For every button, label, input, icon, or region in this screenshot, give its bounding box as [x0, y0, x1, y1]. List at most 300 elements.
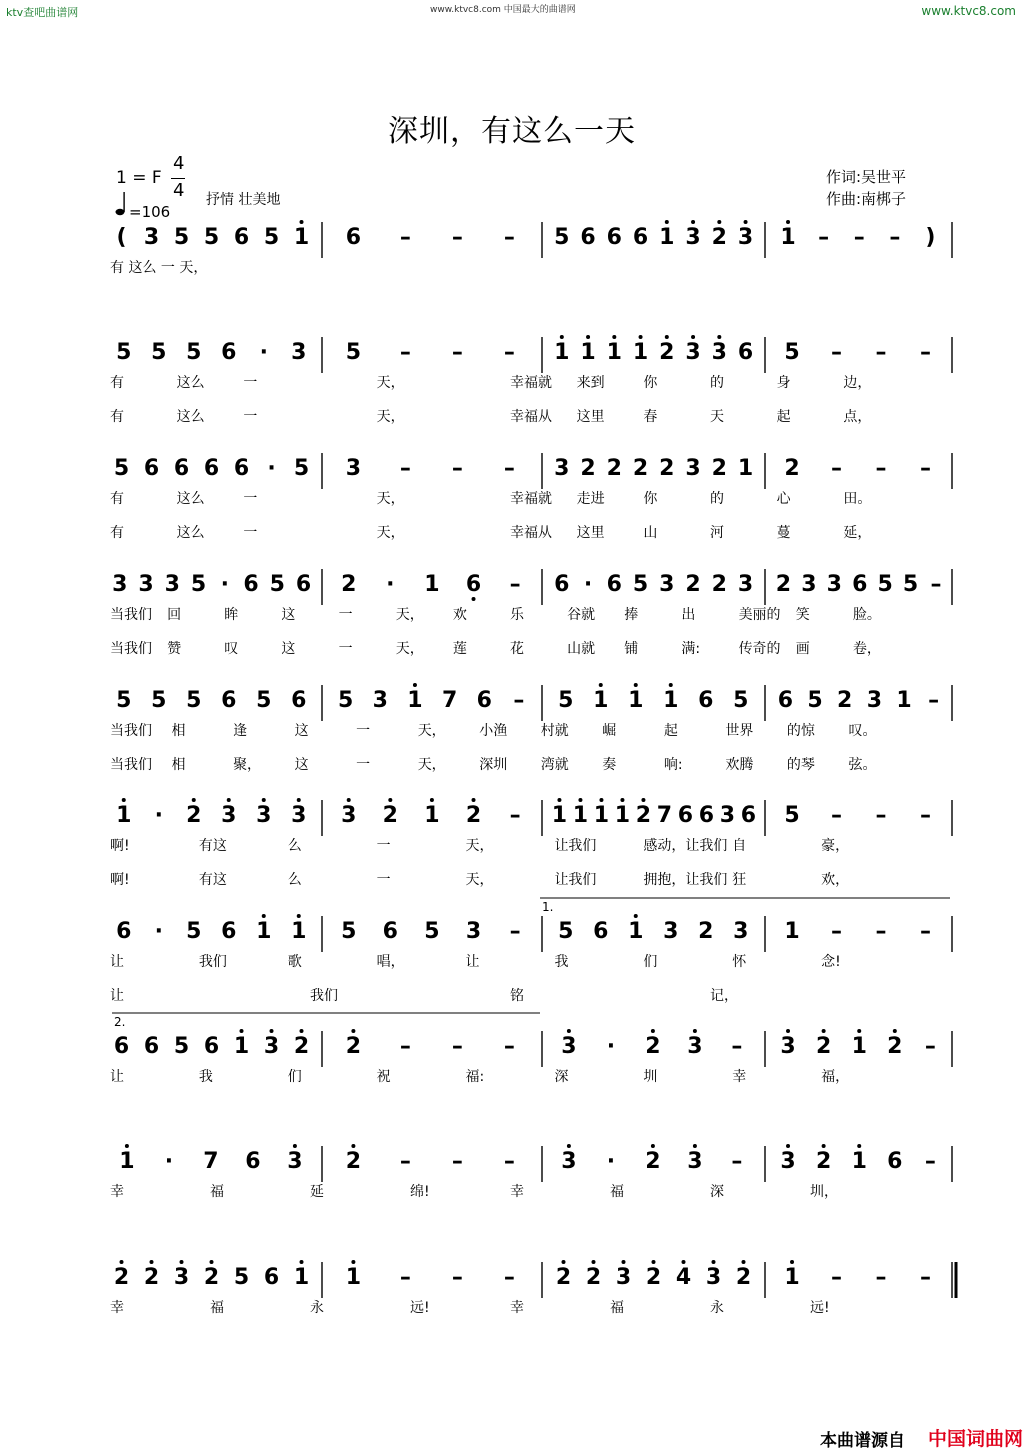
jianpu-note: · — [154, 919, 163, 944]
lyric-syllable: 乐 — [510, 607, 524, 623]
jianpu-note: – — [503, 340, 515, 365]
lyric-syllable: 田。 — [843, 491, 872, 507]
jianpu-note: 6 — [143, 456, 160, 481]
lyric-syllable: 当我们 — [110, 641, 152, 657]
jianpu-note: 6 — [740, 803, 757, 828]
jianpu-note: 3 — [705, 1265, 722, 1290]
watermark-right: www.ktvc8.com — [921, 4, 1016, 18]
jianpu-note: 6 — [295, 572, 312, 597]
octave-dot-high — [270, 1029, 274, 1033]
jianpu-note: – — [509, 919, 521, 944]
jianpu-note: 3 — [866, 688, 883, 713]
lyric-syllable: 卷， — [852, 641, 881, 657]
jianpu-note: 6 — [737, 340, 754, 365]
jianpu-note: 2 — [555, 1265, 572, 1290]
lyric-syllable: 念! — [821, 954, 841, 970]
lyric-syllable: 歌 — [287, 954, 302, 970]
lyric-syllable: 幸福从 — [510, 525, 552, 541]
composer-credit: 作曲:南梆子 — [826, 190, 907, 208]
lyric-syllable: 欢腾 — [725, 757, 754, 773]
lyric-syllable: 一 — [243, 375, 258, 391]
lyric-syllable: 小渔 — [479, 723, 508, 739]
jianpu-note: · — [220, 572, 229, 597]
jianpu-note: 4 — [675, 1265, 692, 1290]
octave-dot-high — [125, 1144, 129, 1148]
lyric-syllable: 你 — [643, 375, 658, 391]
octave-dot-high — [822, 1029, 826, 1033]
lyric-syllable: 幸福就 — [510, 491, 552, 507]
octave-dot-high — [893, 1029, 897, 1033]
lyric-syllable: 祝 — [376, 1069, 391, 1085]
lyric-syllable: 美丽的 — [738, 607, 781, 623]
jianpu-note: 2 — [632, 456, 649, 481]
lyric-syllable: 狂 — [732, 872, 747, 888]
lyric-syllable: 福 — [610, 1184, 624, 1200]
jianpu-note: – — [875, 340, 887, 365]
octave-dot-high — [693, 1144, 697, 1148]
jianpu-note: 6 — [173, 456, 190, 481]
octave-dot-high — [192, 798, 196, 802]
watermark-middle: www.ktvc8.com 中国最大的曲谱网 — [430, 5, 576, 15]
jianpu-note: 1 — [784, 1265, 800, 1290]
lyric-syllable: 圳， — [810, 1184, 838, 1200]
lyric-syllable: 远! — [410, 1300, 430, 1316]
volta-number: 2. — [114, 1015, 126, 1029]
jianpu-note: ) — [925, 225, 936, 250]
jianpu-note: 1 — [606, 340, 622, 365]
jianpu-note: 5 — [345, 340, 362, 365]
jianpu-note: 1 — [554, 340, 570, 365]
octave-dot-high — [122, 798, 126, 802]
jianpu-note: 3 — [112, 572, 128, 597]
lyric-line: 有 这么 一 天， — [110, 260, 208, 276]
lyric-syllable: 幸 — [510, 1184, 524, 1200]
jianpu-note: 1 — [663, 688, 679, 713]
lyric-syllable: 天， — [417, 723, 446, 739]
jianpu-note: 1 — [116, 803, 132, 828]
jianpu-note: 1 — [580, 340, 596, 365]
jianpu-note: – — [831, 803, 843, 828]
jianpu-note: 5 — [151, 688, 167, 713]
jianpu-note: 1 — [593, 803, 610, 828]
jianpu-note: 5 — [186, 688, 202, 713]
jianpu-note: 2 — [382, 803, 398, 828]
lyric-syllable: 有 — [110, 525, 124, 541]
lyric-syllable: 当我们 — [110, 757, 152, 773]
jianpu-note: 3 — [291, 340, 307, 365]
jianpu-note: 2 — [585, 1265, 602, 1290]
jianpu-note: – — [503, 456, 515, 481]
lyric-syllable: 这 — [281, 641, 296, 657]
lyric-syllable: 回 — [167, 607, 182, 623]
lyric-syllable: 这么 — [176, 409, 205, 425]
lyric-syllable: 笑 — [795, 607, 810, 623]
lyric-syllable: 村就 — [540, 723, 569, 739]
lyric-syllable: 福 — [210, 1300, 224, 1316]
lyric-syllable: 心 — [776, 491, 791, 507]
lyric-syllable: 天， — [417, 757, 446, 773]
lyric-syllable: 湾就 — [540, 757, 569, 773]
octave-dot-high — [388, 798, 392, 802]
jianpu-note: 3 — [465, 919, 482, 944]
jianpu-note: 3 — [687, 1034, 703, 1059]
octave-dot-high — [300, 1029, 304, 1033]
octave-dot-high — [297, 914, 301, 918]
octave-dot-high — [557, 798, 561, 802]
octave-dot-high — [592, 1260, 596, 1264]
volta-number: 1. — [542, 900, 554, 914]
jianpu-note: 2 — [606, 456, 622, 481]
jianpu-note: 6 — [113, 1034, 130, 1059]
octave-dot-high — [641, 798, 645, 802]
jianpu-note: 3 — [287, 1149, 303, 1174]
tempo-marking: =106 — [129, 203, 171, 221]
lyric-syllable: 远! — [810, 1300, 830, 1316]
jianpu-note: 5 — [554, 225, 570, 250]
lyric-syllable: 一 — [356, 757, 371, 773]
jianpu-note: 6 — [606, 572, 622, 597]
octave-dot-high — [669, 683, 673, 687]
lyric-syllable: 这 — [294, 723, 309, 739]
jianpu-note: – — [831, 340, 843, 365]
lyric-syllable: 奏 — [602, 757, 617, 773]
jianpu-note: 2 — [659, 456, 675, 481]
jianpu-note: 3 — [780, 1034, 796, 1059]
jianpu-note: 3 — [659, 572, 675, 597]
lyric-syllable: 我们 — [310, 988, 338, 1004]
jianpu-note: 3 — [780, 1149, 796, 1174]
octave-dot-high — [717, 335, 721, 339]
jianpu-note: 6 — [887, 1149, 903, 1174]
lyric-syllable: 满: — [681, 641, 701, 657]
lyric-syllable: 天， — [376, 491, 405, 507]
lyric-syllable: 铺 — [624, 641, 639, 657]
jianpu-note: – — [831, 456, 843, 481]
octave-dot-high — [150, 1260, 154, 1264]
jianpu-note: 6 — [677, 803, 694, 828]
lyric-syllable: 自 — [732, 838, 747, 854]
jianpu-note: – — [503, 1265, 515, 1290]
octave-dot-high — [691, 220, 695, 224]
jianpu-note: – — [503, 1149, 515, 1174]
jianpu-note: 5 — [902, 572, 919, 597]
jianpu-note: 1 — [896, 688, 912, 713]
octave-dot-high — [262, 914, 266, 918]
jianpu-note: · — [606, 1149, 616, 1174]
octave-dot-high — [599, 683, 603, 687]
octave-dot-high — [578, 798, 582, 802]
lyric-syllable: 走进 — [576, 491, 605, 507]
lyric-syllable: 这么 — [176, 491, 205, 507]
lyric-syllable: 一 — [376, 838, 391, 854]
jianpu-note: 6 — [291, 688, 307, 713]
lyric-syllable: 有 — [110, 409, 124, 425]
lyric-syllable: 一 — [356, 723, 371, 739]
jianpu-note: – — [399, 340, 411, 365]
octave-dot-high — [620, 798, 624, 802]
jianpu-note: 2 — [711, 456, 727, 481]
jianpu-note: 5 — [293, 456, 310, 481]
octave-dot-high — [693, 1029, 697, 1033]
jianpu-note: – — [831, 919, 843, 944]
lyric-syllable: 幸 — [732, 1069, 747, 1085]
jianpu-note: · — [267, 456, 276, 481]
jianpu-note: 3 — [372, 688, 388, 713]
song-title: 深圳，有这么一天 — [388, 114, 636, 149]
lyric-syllable: 相 — [171, 723, 186, 739]
jianpu-note: 6 — [476, 688, 492, 713]
lyric-syllable: 让我们 — [554, 838, 597, 854]
jianpu-note: 1 — [628, 919, 644, 944]
octave-dot-high — [717, 220, 721, 224]
lyric-syllable: 天 — [710, 409, 724, 425]
jianpu-note: – — [399, 225, 411, 250]
jianpu-note: 5 — [341, 919, 357, 944]
lyric-syllable: 福， — [821, 1069, 850, 1085]
jianpu-note: 2 — [645, 1149, 661, 1174]
jianpu-note: 2 — [698, 919, 714, 944]
jianpu-note: – — [920, 340, 932, 365]
jianpu-note: – — [920, 803, 932, 828]
octave-dot-high — [691, 335, 695, 339]
jianpu-note: – — [503, 225, 515, 250]
lyric-syllable: 的琴 — [786, 757, 815, 773]
lyric-syllable: 逢 — [233, 723, 248, 739]
lyric-syllable: 们 — [643, 954, 658, 970]
lyric-syllable: 福: — [465, 1069, 485, 1085]
lyric-syllable: 蔓 — [776, 525, 791, 541]
lyric-syllable: 天， — [465, 838, 494, 854]
jianpu-note: 3 — [345, 456, 362, 481]
lyric-syllable: 一 — [338, 641, 353, 657]
lyric-syllable: 花 — [510, 641, 524, 657]
jianpu-note: 3 — [164, 572, 180, 597]
lyric-syllable: 福 — [610, 1300, 624, 1316]
lyric-syllable: 当我们 — [110, 723, 152, 739]
jianpu-note: 3 — [719, 803, 736, 828]
jianpu-note: 6 — [777, 688, 794, 713]
jianpu-note: 1 — [593, 688, 609, 713]
jianpu-note: – — [731, 1149, 743, 1174]
jianpu-note: – — [920, 456, 932, 481]
jianpu-note: 2 — [711, 225, 727, 250]
lyric-syllable: 赞 — [167, 641, 182, 657]
jianpu-note: 3 — [663, 919, 679, 944]
jianpu-note: 1 — [119, 1149, 135, 1174]
jianpu-note: – — [503, 1034, 515, 1059]
lyric-syllable: 一 — [376, 872, 391, 888]
lyric-syllable: 感动，让我们 — [643, 838, 728, 854]
jianpu-note: 3 — [554, 456, 570, 481]
jianpu-note: 1 — [628, 688, 644, 713]
jianpu-note: 2 — [659, 340, 675, 365]
jianpu-note: – — [875, 919, 887, 944]
jianpu-note: 5 — [733, 688, 749, 713]
jianpu-note: 2 — [837, 688, 853, 713]
jianpu-note: 6 — [263, 1265, 280, 1290]
jianpu-note: 6 — [632, 225, 649, 250]
octave-dot-high — [240, 1029, 244, 1033]
lyric-syllable: 延， — [843, 525, 872, 541]
jianpu-note: 5 — [632, 572, 649, 597]
jianpu-note: · — [386, 572, 395, 597]
octave-dot-high — [430, 798, 434, 802]
lyric-syllable: 聚， — [233, 757, 262, 773]
jianpu-note: 2 — [465, 803, 482, 828]
jianpu-note: 3 — [561, 1149, 577, 1174]
lyric-syllable: 天， — [395, 607, 424, 623]
lyric-syllable: 山就 — [567, 641, 596, 657]
octave-dot-high — [210, 1260, 214, 1264]
octave-dot-high — [612, 335, 616, 339]
lyric-syllable: 这么 — [176, 375, 205, 391]
octave-dot-high — [744, 220, 748, 224]
jianpu-note: – — [731, 1034, 743, 1059]
jianpu-note: – — [853, 225, 865, 250]
jianpu-note: 6 — [698, 803, 715, 828]
octave-dot-high — [567, 1029, 571, 1033]
octave-dot-high — [665, 220, 669, 224]
octave-dot-high — [712, 1260, 716, 1264]
jianpu-note: 5 — [256, 688, 272, 713]
jianpu-note: 1 — [424, 572, 440, 597]
jianpu-note: 2 — [186, 803, 202, 828]
lyric-syllable: 传奇的 — [738, 641, 781, 657]
lyric-syllable: 弦。 — [848, 757, 877, 773]
lyric-syllable: 延 — [310, 1184, 324, 1200]
lyric-syllable: 深圳 — [479, 757, 508, 773]
jianpu-note: 1 — [851, 1149, 867, 1174]
jianpu-note: 6 — [116, 919, 132, 944]
jianpu-note: 6 — [221, 688, 237, 713]
lyric-syllable: 绵! — [410, 1184, 430, 1200]
jianpu-note: 2 — [711, 572, 727, 597]
jianpu-note: 6 — [382, 919, 398, 944]
jianpu-note: 3 — [291, 803, 307, 828]
octave-dot-high — [857, 1029, 861, 1033]
jianpu-note: 2 — [887, 1034, 903, 1059]
jianpu-note: 2 — [345, 1034, 362, 1059]
octave-dot-high — [567, 1144, 571, 1148]
lyric-syllable: 幸 — [110, 1300, 124, 1316]
jianpu-note: 5 — [116, 340, 132, 365]
lyric-syllable: 豪， — [821, 838, 850, 854]
lyric-syllable: 脸。 — [852, 607, 881, 623]
jianpu-note: – — [451, 225, 463, 250]
footer-source-site: 中国词曲网 — [928, 1428, 1024, 1450]
jianpu-note: 5 — [558, 919, 574, 944]
jianpu-note: – — [399, 1149, 411, 1174]
jianpu-note: – — [920, 919, 932, 944]
lyric-syllable: 天， — [376, 409, 405, 425]
lyric-syllable: 深 — [710, 1184, 724, 1200]
lyric-syllable: 幸 — [510, 1300, 524, 1316]
jianpu-note: 2 — [293, 1034, 310, 1059]
lyric-syllable: 叹 — [224, 641, 239, 657]
jianpu-note: – — [399, 456, 411, 481]
octave-dot-high — [351, 1260, 355, 1264]
jianpu-note: 5 — [269, 572, 285, 597]
lyric-syllable: 让 — [110, 988, 124, 1004]
lyric-syllable: 的 — [710, 491, 724, 507]
lyricist-credit: 作词:吴世平 — [826, 168, 907, 186]
lyric-syllable: 天， — [465, 872, 494, 888]
octave-dot-high — [180, 1260, 184, 1264]
jianpu-note: 3 — [221, 803, 237, 828]
octave-dot-high — [634, 683, 638, 687]
octave-dot-high — [786, 1144, 790, 1148]
jianpu-note: – — [875, 456, 887, 481]
lyric-syllable: 永 — [710, 1300, 724, 1316]
jianpu-note: 1 — [424, 803, 440, 828]
lyric-syllable: 一 — [243, 525, 258, 541]
jianpu-note: 1 — [291, 919, 307, 944]
octave-dot-high — [351, 1029, 355, 1033]
jianpu-note: 3 — [737, 572, 754, 597]
jianpu-note: – — [924, 1149, 936, 1174]
lyric-syllable: 这里 — [576, 525, 605, 541]
jianpu-note: 6 — [345, 225, 362, 250]
jianpu-note: · — [164, 1149, 174, 1174]
jianpu-note: – — [513, 688, 525, 713]
lyric-syllable: 们 — [287, 1069, 302, 1085]
jianpu-note: 2 — [203, 1265, 220, 1290]
jianpu-note: 1 — [345, 1265, 362, 1290]
octave-dot-high — [413, 683, 417, 687]
octave-dot-low — [472, 597, 476, 601]
key-signature: 1 = F — [116, 168, 162, 188]
jianpu-note: 6 — [554, 572, 570, 597]
jianpu-note: 3 — [561, 1034, 577, 1059]
jianpu-note: 2 — [735, 1265, 752, 1290]
lyric-syllable: 福 — [210, 1184, 224, 1200]
lyric-syllable: 起 — [776, 409, 791, 425]
jianpu-note: 1 — [780, 225, 796, 250]
lyric-syllable: 幸福从 — [510, 409, 552, 425]
jianpu-note: – — [875, 803, 887, 828]
jianpu-note: 6 — [698, 688, 714, 713]
lyric-syllable: 山 — [643, 525, 658, 541]
lyric-syllable: 响: — [663, 757, 683, 773]
lyric-syllable: 世界 — [725, 723, 754, 739]
jianpu-note: 2 — [341, 572, 357, 597]
jianpu-note: – — [451, 340, 463, 365]
jianpu-note: 6 — [465, 572, 482, 597]
jianpu-note: 6 — [606, 225, 622, 250]
jianpu-note: 5 — [558, 688, 574, 713]
jianpu-note: 5 — [173, 225, 190, 250]
lyric-syllable: 起 — [663, 723, 678, 739]
jianpu-note: – — [451, 1149, 463, 1174]
jianpu-note: · — [259, 340, 268, 365]
octave-dot-high — [822, 1144, 826, 1148]
octave-dot-high — [652, 1260, 656, 1264]
lyric-syllable: 来到 — [576, 375, 605, 391]
lyric-syllable: 身 — [776, 375, 791, 391]
lyric-syllable: 啊! — [110, 838, 130, 854]
jianpu-note: 1 — [851, 1034, 867, 1059]
lyric-syllable: 相 — [171, 757, 186, 773]
octave-dot-high — [293, 1144, 297, 1148]
lyric-syllable: 我们 — [198, 954, 227, 970]
jianpu-note: 1 — [737, 456, 754, 481]
lyric-syllable: 天， — [376, 525, 405, 541]
jianpu-note: 2 — [645, 1034, 661, 1059]
jianpu-note: 6 — [143, 1034, 160, 1059]
jianpu-note: 5 — [113, 456, 130, 481]
lyric-syllable: 深 — [554, 1069, 569, 1085]
lyric-syllable: 有这 — [198, 838, 227, 854]
